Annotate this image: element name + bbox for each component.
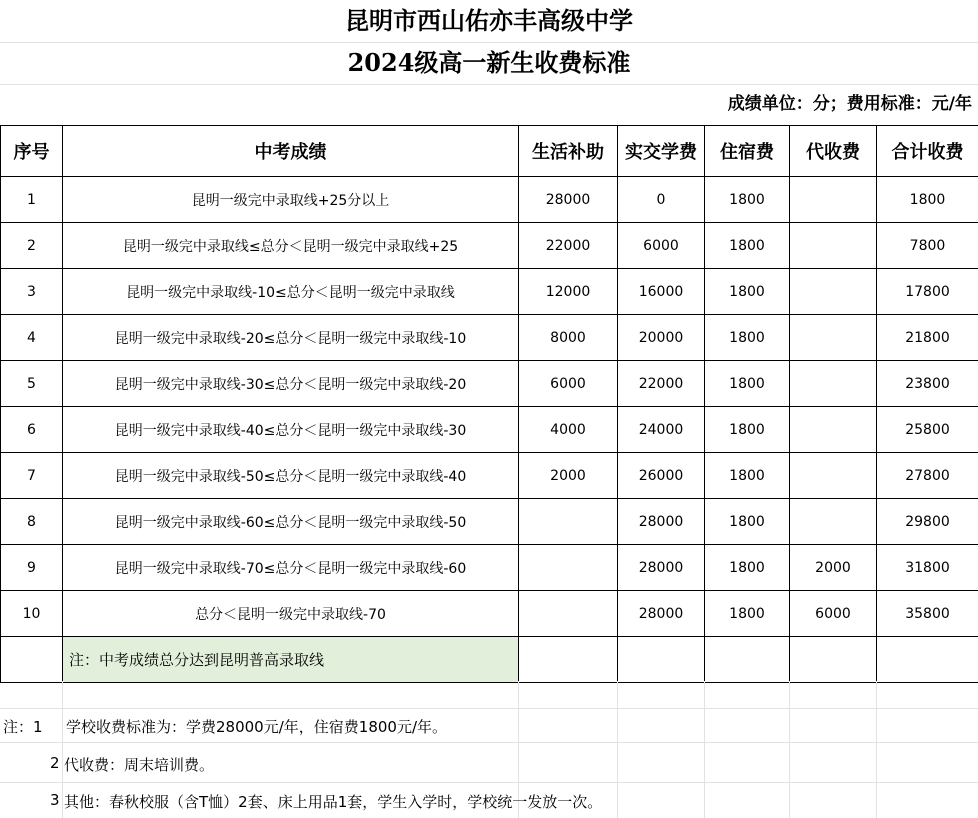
table-cell: 昆明一级完中录取线-30≤总分＜昆明一级完中录取线-20 [63,361,519,407]
table-cell: 1800 [705,361,790,407]
table-cell: 27800 [877,453,978,499]
table-cell: 24000 [618,407,705,453]
table-cell: 昆明一级完中录取线-50≤总分＜昆明一级完中录取线-40 [63,453,519,499]
table-cell: 0 [618,177,705,223]
table-cell: 1800 [705,591,790,637]
notes-prefix: 注：1 [3,718,43,736]
table-cell: 1800 [705,177,790,223]
table-cell: 28000 [618,499,705,545]
empty-cell [1,637,63,683]
table-cell: 20000 [618,315,705,361]
table-row [1,177,978,223]
document-subtitle: 2024级高一新生收费标准 [0,42,978,85]
table-cell: 6000 [618,223,705,269]
table-cell: 23800 [877,361,978,407]
table-cell: 22000 [618,361,705,407]
table-cell: 28000 [618,591,705,637]
table-cell: 1800 [705,407,790,453]
table-row [1,545,978,591]
table-cell: 1800 [705,499,790,545]
table-row [1,315,978,361]
table-row [1,361,978,407]
table-cell: 1800 [705,315,790,361]
table-cell: 昆明一级完中录取线≤总分＜昆明一级完中录取线+25 [63,223,519,269]
table-row [1,269,978,315]
table-cell [790,315,877,361]
table-cell: 6000 [790,591,877,637]
table-cell: 4000 [519,407,618,453]
table-cell [519,545,618,591]
table-row [1,591,978,637]
table-cell: 16000 [618,269,705,315]
table-cell: 9 [1,545,63,591]
table-cell: 6000 [519,361,618,407]
column-header: 生活补助 [519,126,618,177]
empty-cell [790,637,877,683]
note-2: 代收费：周末培训费。 [64,756,215,774]
table-cell: 22000 [519,223,618,269]
table-cell [790,177,877,223]
table-row [1,499,978,545]
table-cell: 昆明一级完中录取线-60≤总分＜昆明一级完中录取线-50 [63,499,519,545]
table-cell: 昆明一级完中录取线-40≤总分＜昆明一级完中录取线-30 [63,407,519,453]
table-row [1,453,978,499]
table-note: 注：中考成绩总分达到昆明普高录取线 [63,637,519,683]
table-cell: 28000 [519,177,618,223]
table-cell: 昆明一级完中录取线+25分以上 [63,177,519,223]
table-cell [790,407,877,453]
table-cell [519,591,618,637]
note-3: 其他：春秋校服（含T恤）2套、床上用品1套，学生入学时，学校统一发放一次。 [64,793,603,811]
table-cell: 1800 [705,545,790,591]
table-cell: 昆明一级完中录取线-20≤总分＜昆明一级完中录取线-10 [63,315,519,361]
table-cell [790,361,877,407]
table-cell: 总分＜昆明一级完中录取线-70 [63,591,519,637]
empty-cell [618,637,705,683]
table-cell [790,223,877,269]
table-cell [790,269,877,315]
column-header: 代收费 [790,126,877,177]
note-2-number: 2 [50,754,60,772]
table-cell: 1800 [705,453,790,499]
table-cell: 17800 [877,269,978,315]
table-cell: 35800 [877,591,978,637]
empty-cell [519,637,618,683]
table-cell: 3 [1,269,63,315]
table-cell: 1 [1,177,63,223]
table-cell: 1800 [705,223,790,269]
document-title: 昆明市西山佑亦丰高级中学 [0,0,978,43]
table-cell: 1800 [877,177,978,223]
column-header: 实交学费 [618,126,705,177]
table-note-row [1,637,978,683]
table-cell: 1800 [705,269,790,315]
column-header: 中考成绩 [63,126,519,177]
table-cell: 28000 [618,545,705,591]
unit-note: 成绩单位：分；费用标准：元/年 [727,94,972,114]
fee-table [0,125,978,683]
table-cell: 12000 [519,269,618,315]
table-cell [790,499,877,545]
table-cell: 8000 [519,315,618,361]
table-cell: 昆明一级完中录取线-70≤总分＜昆明一级完中录取线-60 [63,545,519,591]
header-row [1,126,978,177]
table-cell: 5 [1,361,63,407]
note-3-number: 3 [50,791,60,809]
table-cell: 7800 [877,223,978,269]
table-cell: 2000 [790,545,877,591]
table-cell: 8 [1,499,63,545]
table-cell: 2 [1,223,63,269]
table-cell: 26000 [618,453,705,499]
table-cell: 7 [1,453,63,499]
table-cell: 6 [1,407,63,453]
table-cell: 10 [1,591,63,637]
table-cell: 昆明一级完中录取线-10≤总分＜昆明一级完中录取线 [63,269,519,315]
table-row [1,407,978,453]
table-row [1,223,978,269]
table-cell: 21800 [877,315,978,361]
table-cell [519,499,618,545]
empty-cell [877,637,978,683]
column-header: 合计收费 [877,126,978,177]
table-cell [790,453,877,499]
table-cell: 29800 [877,499,978,545]
column-header: 住宿费 [705,126,790,177]
table-cell: 31800 [877,545,978,591]
note-1: 学校收费标准为：学费28000元/年，住宿费1800元/年。 [66,718,448,736]
empty-cell [705,637,790,683]
table-cell: 25800 [877,407,978,453]
table-cell: 4 [1,315,63,361]
column-header: 序号 [1,126,63,177]
table-cell: 2000 [519,453,618,499]
